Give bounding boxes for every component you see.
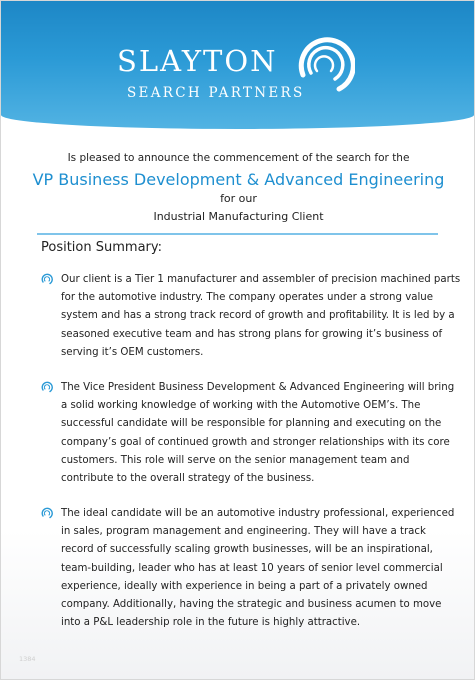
swirl-bullet-icon bbox=[41, 507, 53, 519]
section-heading: Position Summary: bbox=[41, 240, 163, 255]
header-banner bbox=[1, 1, 474, 129]
client-description: Industrial Manufacturing Client bbox=[153, 210, 324, 223]
divider bbox=[37, 233, 438, 235]
summary-item bbox=[41, 379, 461, 488]
swirl-logo-icon bbox=[295, 31, 355, 97]
summary-paragraph: Our client is a Tier 1 manufacturer and assembler of precision machined parts for the automotive industry. The company operates under a strong value system and has a strong track record of growth and profitability. It is led by a seasoned executive team and has strong plans for growing it’s business of serving it’s OEM customers. bbox=[61, 274, 461, 358]
announcement-intro: Is pleased to announce the commencement of the search for the bbox=[67, 152, 410, 164]
logo-name: SLAYTON bbox=[117, 44, 278, 78]
job-title: VP Business Development & Advanced Engineering bbox=[32, 170, 445, 189]
swirl-bullet-icon bbox=[41, 381, 53, 393]
swirl-bullet-icon bbox=[41, 273, 53, 285]
summary-paragraph: The ideal candidate will be an automotive industry professional, experienced in sales, program management and engineering. They will have a track record of successfully scaling growth businesses, will be an inspirational, team-building, leader who has at least 10 years of senior level commercial experience, ideally with experience in being a part of a privately owned company. Additionally, having the strategic and business acumen to move into a P&L leadership role in the future is highly attractive. bbox=[61, 508, 455, 629]
document-number: 1384 bbox=[19, 655, 36, 663]
logo-tagline: SEARCH PARTNERS bbox=[127, 85, 305, 101]
summary-item bbox=[41, 505, 461, 632]
summary-paragraph: The Vice President Business Development & Advanced Engineering will bring a solid working knowledge of working with the Automotive OEM’s. The successful candidate will be responsible for planning and executing on the company’s goal of continued growth and stronger relationships with its core customers. This role will serve on the senior management team and contribute to the overall strategy of the business. bbox=[61, 382, 455, 485]
for-our-text: for our bbox=[220, 192, 257, 205]
summary-item bbox=[41, 271, 461, 362]
